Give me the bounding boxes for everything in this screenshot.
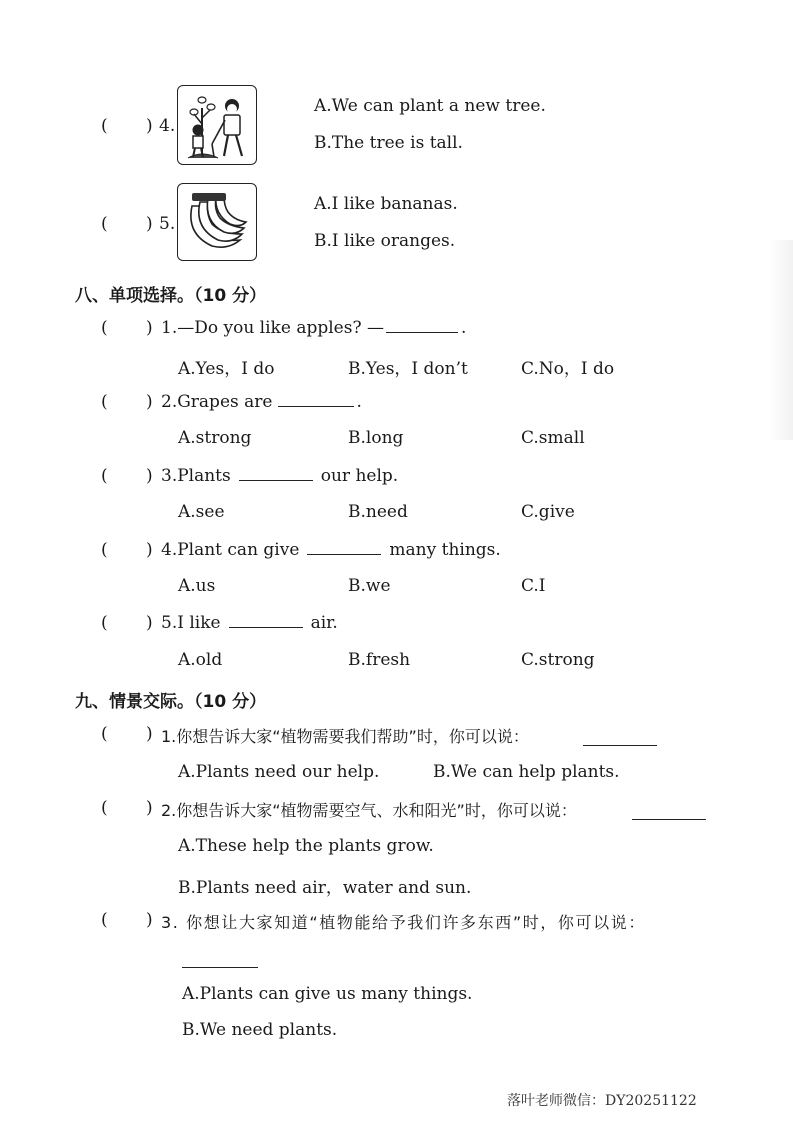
question-text: [161, 613, 338, 633]
answer-blank: [307, 553, 381, 555]
answer-paren-close: ): [146, 613, 153, 633]
answer-paren-close: ): [146, 392, 153, 412]
answer-paren-close: ): [146, 540, 153, 560]
option-a: A.old: [178, 650, 223, 670]
question-end: air.: [310, 613, 338, 633]
answer-paren-close: ): [146, 910, 153, 930]
question-text: [161, 392, 362, 412]
option-a: A.see: [178, 502, 225, 522]
answer-paren-open: (: [101, 724, 108, 744]
answer-blank: [182, 966, 258, 968]
option-b: B.I like oranges.: [314, 231, 456, 251]
answer-paren-open: (: [101, 318, 108, 338]
answer-paren-close: ): [146, 798, 153, 818]
option-a: A.Yes，I do: [178, 359, 275, 379]
answer-paren-open: (: [101, 116, 108, 136]
question-text: 3. 你想让大家知道“植物能给予我们许多东西”时，你可以说：: [161, 913, 646, 932]
answer-paren-close: ): [146, 466, 153, 486]
option-b: B.fresh: [348, 650, 411, 670]
answer-paren-close: ): [146, 318, 153, 338]
question-end: our help.: [320, 466, 399, 486]
option-a: A.strong: [178, 428, 252, 448]
question-stem: 1.—Do you like apples? —: [161, 318, 384, 338]
answer-blank: [278, 405, 354, 407]
question-number: 5.: [159, 214, 176, 234]
bananas-icon: [177, 183, 257, 261]
answer-paren-open: (: [101, 540, 108, 560]
question-end: many things.: [389, 540, 501, 560]
question-text: [161, 540, 501, 560]
option-a: A.Plants can give us many things.: [182, 984, 473, 1004]
option-b: B.we: [348, 576, 391, 596]
answer-blank: [229, 626, 303, 628]
option-b: B.Yes，I don’t: [348, 359, 468, 379]
answer-paren-close: ): [146, 116, 153, 136]
answer-paren-open: (: [101, 466, 108, 486]
option-c: C.small: [521, 428, 585, 448]
section-9-title: 九、情景交际。（10 分）: [75, 692, 267, 712]
answer-paren-close: ): [146, 724, 153, 744]
option-a: A.These help the plants grow.: [178, 836, 434, 856]
answer-blank: [583, 744, 657, 746]
question-text: 1.你想告诉大家“植物需要我们帮助”时，你可以说：: [161, 727, 529, 746]
question-stem: 3.Plants: [161, 466, 231, 486]
question-end: .: [460, 318, 467, 338]
answer-paren-open: (: [101, 910, 108, 930]
option-c: C.I: [521, 576, 546, 596]
question-text: [161, 466, 398, 486]
section-8-title: 八、单项选择。（10 分）: [75, 286, 267, 306]
answer-paren-open: (: [101, 798, 108, 818]
option-b: B.long: [348, 428, 404, 448]
question-number: 4.: [159, 116, 176, 136]
question-text: 2.你想告诉大家“植物需要空气、水和阳光”时，你可以说：: [161, 801, 577, 820]
option-c: C.strong: [521, 650, 595, 670]
answer-paren-close: ): [146, 214, 153, 234]
answer-paren-open: (: [101, 214, 108, 234]
option-a: A.us: [178, 576, 216, 596]
answer-paren-open: (: [101, 392, 108, 412]
answer-blank: [386, 331, 458, 333]
planting-tree-icon: [177, 85, 257, 165]
question-end: .: [356, 392, 362, 412]
question-stem: 2.Grapes are: [161, 392, 273, 412]
option-a: A.I like bananas.: [314, 194, 458, 214]
page-edge-shadow: [769, 240, 793, 440]
option-b: B.need: [348, 502, 408, 522]
question-stem: 5.I like: [161, 613, 221, 633]
option-b: B.We can help plants.: [433, 762, 620, 782]
option-a: A.Plants need our help.: [178, 762, 380, 782]
footer-watermark: 落叶老师微信：DY20251122: [507, 1093, 697, 1109]
answer-paren-open: (: [101, 613, 108, 633]
question-text: [161, 318, 466, 338]
option-b: B.The tree is tall.: [314, 133, 463, 153]
option-a: A.We can plant a new tree.: [314, 96, 546, 116]
question-stem: 4.Plant can give: [161, 540, 300, 560]
answer-blank: [632, 818, 706, 820]
option-c: C.give: [521, 502, 575, 522]
answer-blank: [239, 479, 313, 481]
option-b: B.Plants need air，water and sun.: [178, 878, 472, 898]
option-b: B.We need plants.: [182, 1020, 338, 1040]
option-c: C.No，I do: [521, 359, 615, 379]
